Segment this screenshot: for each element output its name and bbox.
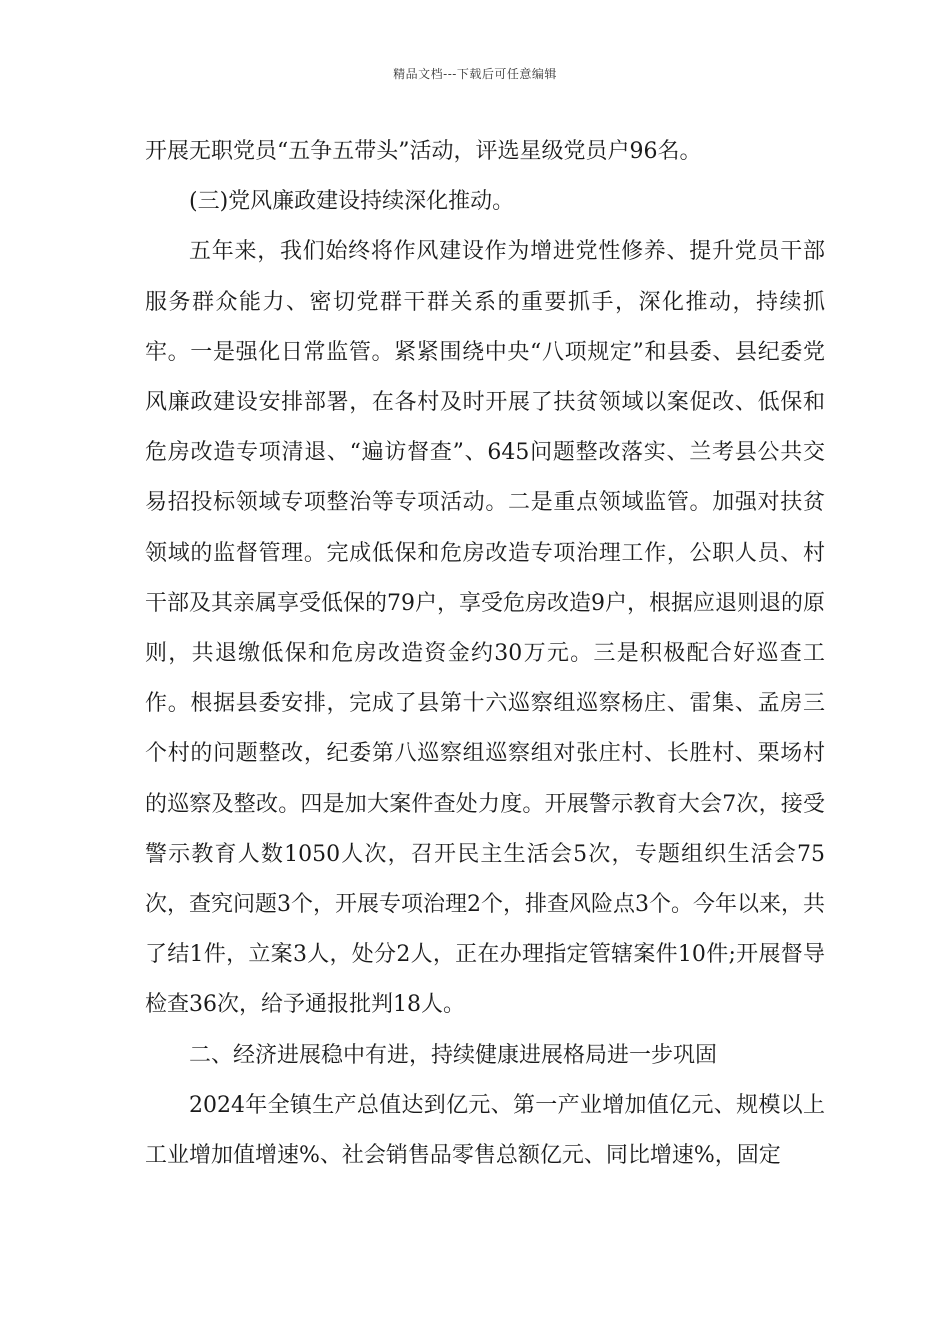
- paragraph-1: 开展无职党员“五争五带头”活动，评选星级党员户96名。: [145, 139, 702, 164]
- paragraph-3: 2024年全镇生产总值达到亿元、第一产业增加值亿元、规模以上工业增加值增速%、社会销售品零售总额亿元、同比增速%，固定: [145, 1092, 825, 1169]
- section-heading-3: (三)党风廉政建设持续深化推动。: [189, 189, 515, 215]
- document-body: [145, 127, 825, 1181]
- page-header: 精品文档---下载后可任意编辑: [393, 67, 557, 81]
- section-heading-2: 二、经济进展稳中有进，持续健康进展格局进一步巩固: [189, 1042, 718, 1068]
- paragraph-2: 五年来，我们始终将作风建设作为增进党性修养、提升党员干部服务群众能力、密切党群干群关系的重要抓手，深化推动，持续抓牢。一是强化日常监管。紧紧围绕中央“八项规定”和县委、县纪委党风廉政建设安排部署，在各村及时开展了扶贫领域以案促改、低保和危房改造专项清退、“遍访督查”、645问题整改落实、兰考县公共交易招投标领域专项整治等专项活动。二是重点领域监管。加强对扶贫领域的监督管理。完成低保和危房改造专项治理工作，公职人员、村干部及其亲属享受低保的79户，享受危房改造9户，根据应退则退的原则，共退缴低保和危房改造资金约30万元。三是积极配合好巡查工作。根据县委安排，完成了县第十六巡察组巡察杨庄、雷集、孟房三个村的问题整改，纪委第八巡察组巡察组对张庄村、长胜村、栗场村的巡察及整改。四是加大案件查处力度。开展警示教育大会7次，接受警示教育人数1050人次，召开民主生活会5次，专题组织生活会75次，查究问题3个，开展专项治理2个，排查风险点3个。今年以来，共了结1件，立案3人，处分2人，正在办理指定管辖案件10件;开展督导检查36次，给予通报批判18人。: [145, 239, 825, 1018]
